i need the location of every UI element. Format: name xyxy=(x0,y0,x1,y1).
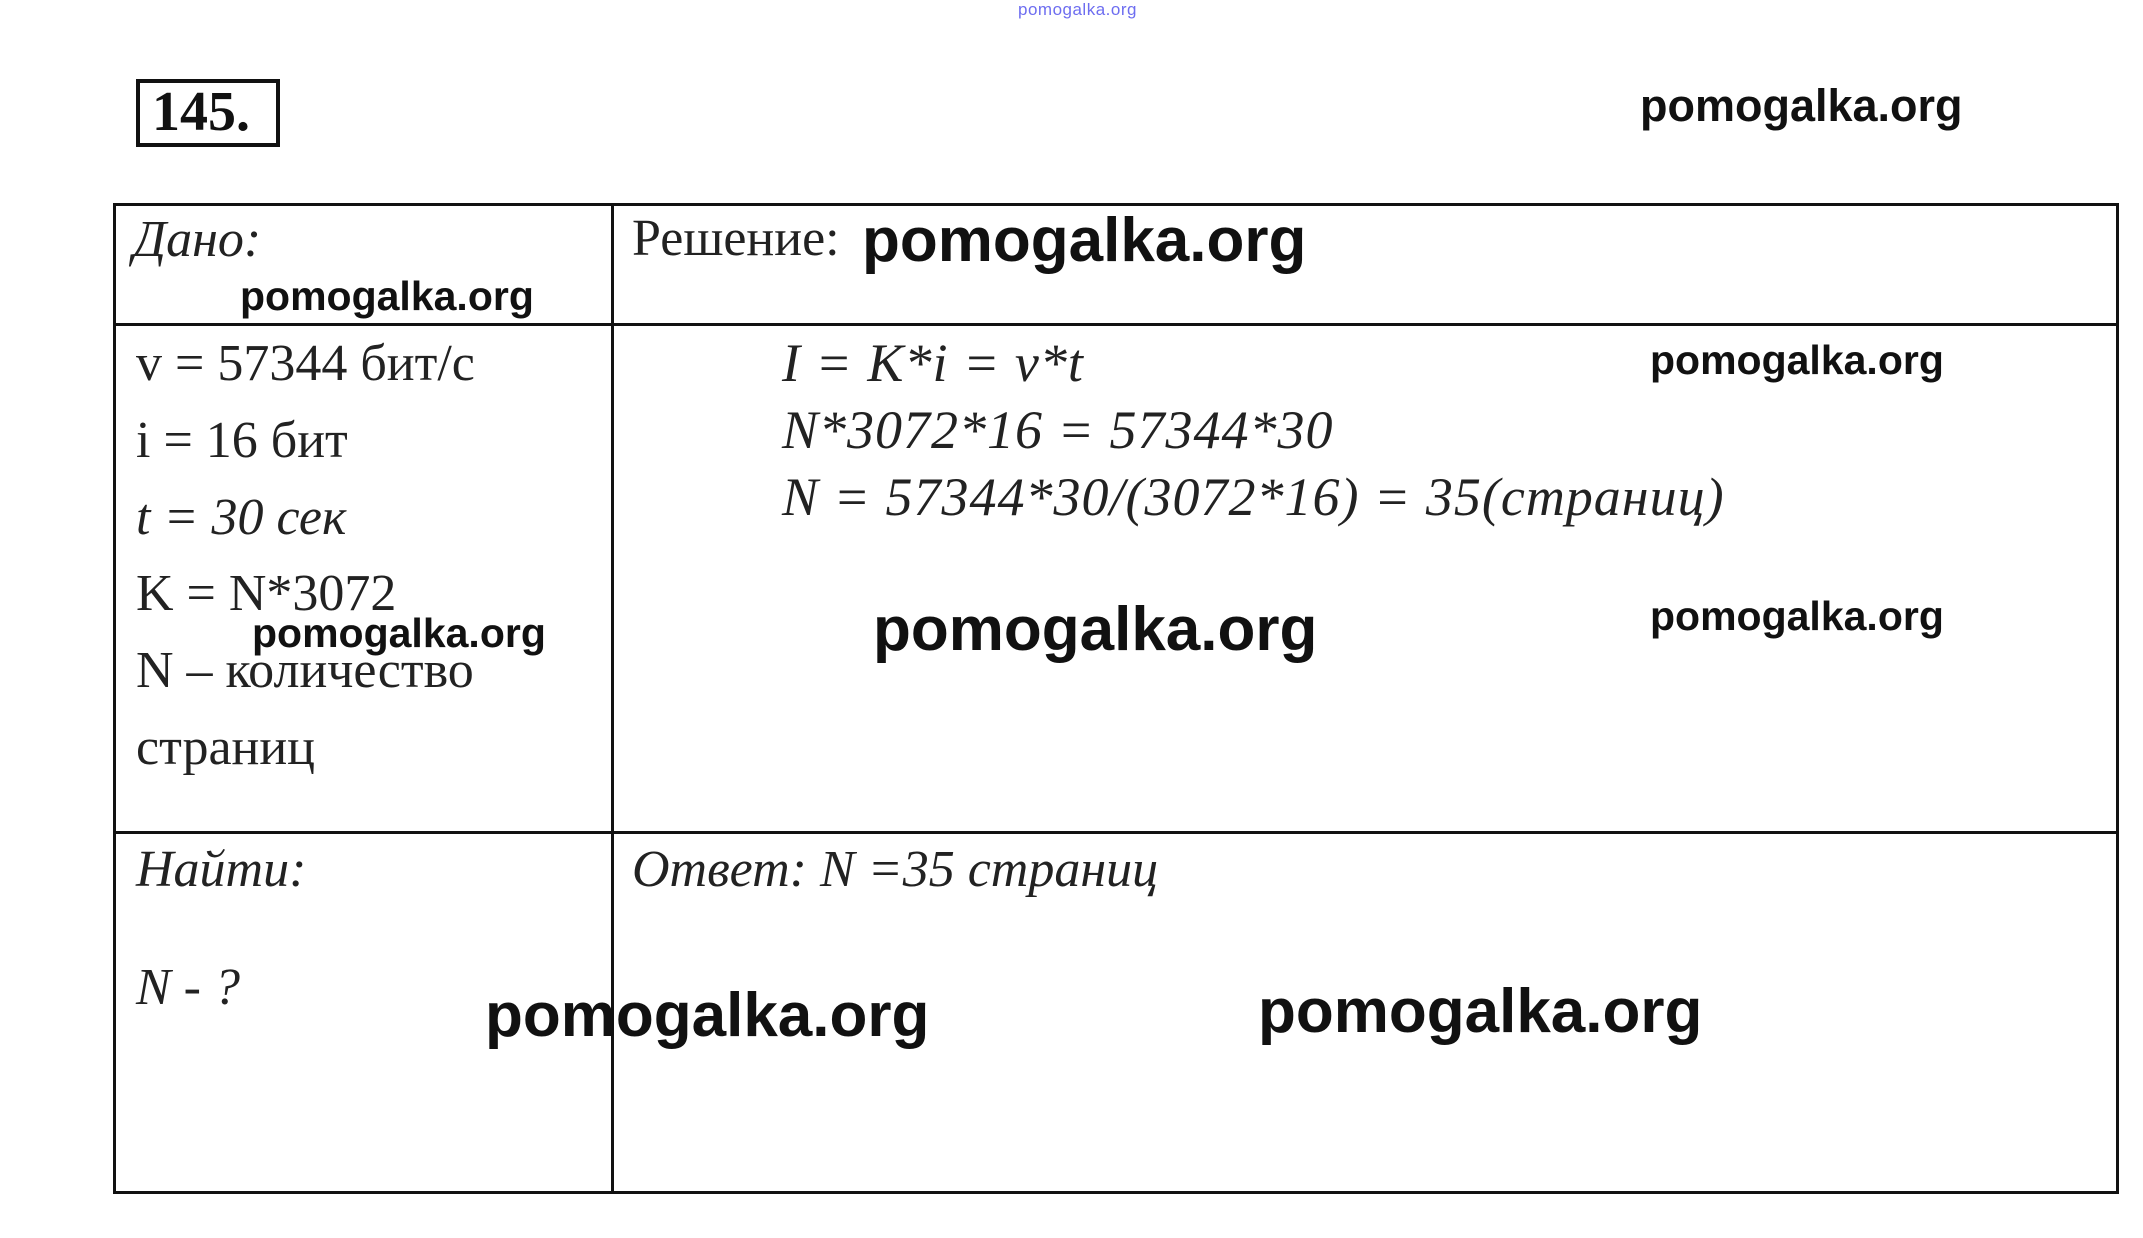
top-watermark-text: pomogalka.org xyxy=(1018,0,1137,19)
find-value: N - ? xyxy=(136,959,240,1016)
given-line-5: N – количество xyxy=(136,642,474,699)
solution-line-2: N*3072*16 = 57344*30 xyxy=(782,400,1334,460)
given-line-6: страниц xyxy=(136,719,316,776)
solution-line-1: I = K*i = v*t xyxy=(782,333,1084,393)
watermark-solution-header: pomogalka.org xyxy=(862,206,1307,275)
find-heading: Найти: xyxy=(136,841,307,898)
answer-text: Ответ: N =35 страниц xyxy=(632,841,1159,898)
given-line-1: v = 57344 бит/с xyxy=(136,335,475,392)
watermark-bottom-left: pomogalka.org xyxy=(485,981,930,1050)
solution-line-3: N = 57344*30/(3072*16) = 35(страниц) xyxy=(782,467,1725,527)
watermark-header: pomogalka.org xyxy=(1640,80,1963,131)
given-line-4: K = N*3072 xyxy=(136,565,397,622)
given-heading: Дано: xyxy=(133,211,262,268)
watermark-given: pomogalka.org xyxy=(252,610,546,656)
watermark-solution-center: pomogalka.org xyxy=(873,595,1318,664)
table-divider-answer xyxy=(113,831,2119,834)
solution-heading: Решение: xyxy=(632,210,840,267)
watermark-solution-1: pomogalka.org xyxy=(1650,337,1944,383)
table-divider-header xyxy=(113,323,2119,326)
problem-number: 145. xyxy=(136,79,280,147)
watermark-bottom-right: pomogalka.org xyxy=(1258,977,1703,1046)
given-line-2: i = 16 бит xyxy=(136,412,348,469)
watermark-given-header: pomogalka.org xyxy=(240,273,534,319)
given-line-3: t = 30 сек xyxy=(136,489,347,546)
watermark-solution-2: pomogalka.org xyxy=(1650,593,1944,639)
